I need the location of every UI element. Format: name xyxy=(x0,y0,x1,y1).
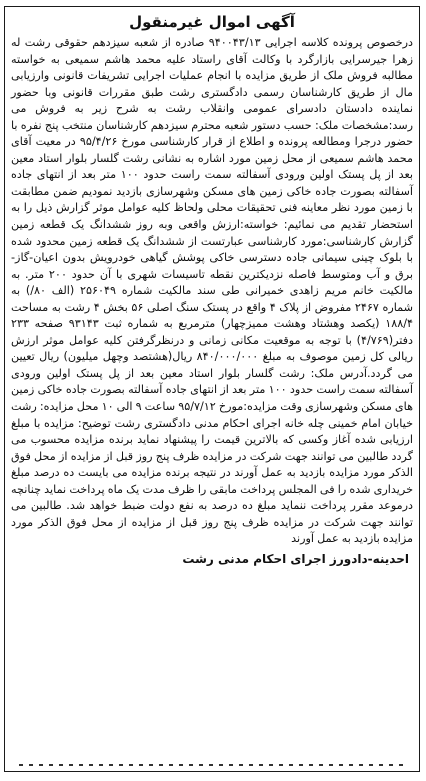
notice-frame xyxy=(4,6,420,772)
notice-title: آگهی اموال غیرمنقول xyxy=(129,13,295,31)
notice-signature: احدینه-دادورز اجرای احکام مدنی رشت xyxy=(182,551,409,566)
notice-body: درخصوص پرونده کلاسه اجرایی ۹۴۰۰۴۳/۱۳ صادره از شعبه سیزدهم حقوقی رشت له زهرا جیرسرایی بازارگرد با وکالت آقای راستاد علیه محمد هاشم سمیعی به خواسته مطالبه فروش ملک از طریق مزایده با انجام عملیات اجرایی تشریفات قانونی وارزیابی مال از طریق کارشناسان رسمی دادگستری رشت طبق مقررات قانونی وبا حضور نماینده دادستان دادسرای عمومی وانقلاب رشت به شرح زیر به فروش می رسد:مشخصات ملک: حسب دستور شعبه محترم سیزدهم کارشناسان منتخب پنج نفره با حضور درجرا ومطالعه پرونده و اطلاع از قرار کارشناسی مورخ ۹۵/۴/۲۶ در معیت آقای محمد هاشم سمیعی از محل زمین مورد اشاره به نشانی رشت گلسار بلوار استاد معین بعد از پل پستک اولین ورودی آسفالته سمت راست حدود ۱۰۰ متر بعد از انتهای جاده آسفالته بصورت جاده خاکی زمین های مسکن وشهرسازی بازدید نمودیم ضمن مطابقت با زمین مورد نظر معاینه فنی تحقیقات محلی ولحاظ کلیه عوامل موثر گزارش ذیل را به استحضار تقدیم می نمائیم: خواسته:ارزش واقعی وبه روز ششدانگ یک قطعه زمین گزارش کارشناسی:مورد کارشناسی عبارتست از ششدانگ یک قطعه زمین محدود شده با بلوک چینی سیمانی جاده دسترسی خاکی پوشش گیاهی خودرویش بدون اعیان-گاز-برق و آب ومتوسط فاصله نزدیکترین نقطه تاسیسات شهری با آن حدود ۲۰۰ متر. به مالکیت خانم مریم زاهدی خمیرانی طی سند مالکیت شماره ۲۵۶۰۴۹ (الف ۸۰/) به شماره ۲۴۶۷ مفروض از پلاک ۴ واقع در پستک سنگ اصلی ۵۶ بخش ۴ رشت به مساحت ۱۸۸/۴ (یکصد وهشتاد وهشت ممیزچهار) مترمربع به شماره ثبت ۹۳۱۴۳ صفحه ۲۳۳ دفتر(۴/۷۶۹) با توجه به موقعیت مکانی زمانی و درنظرگرفتن کلیه عوامل موثر ارزش ریالی کل زمین موصوف به مبلغ ۸۴۰/۰۰۰/۰۰۰ ریال(هشتصد وچهل میلیون) ریال تعیین می گردد.آدرس ملک: رشت گلسار بلوار استاد معین بعد از پل پستک اولین ورودی آسفالته سمت راست حدود ۱۰۰ متر بعد از انتهای جاده آسفالته بصورت جاده خاکی زمین های مسکن وشهرسازی وقت مزایده:مورخ ۹۵/۷/۱۲ ساعت ۹ الی ۱۰ محل مزایده: رشت خیابان امام خمینی چله خانه اجرای احکام مدنی دادگستری رشت توضیح: مزایده با مبلغ ارزیابی شده آغاز وکسی که بالاترین قیمت را پیشنهاد نماید برنده مزایده محسوب می گردد طالبین می توانند جهت شرکت در مزایده ظرف پنج روز قبل از مزایده از محل فوق الذکر مورد مزایده بازدید به عمل آورند در نتیجه برنده مزایده می بایست ده درصد مبلغ خریداری شده را فی المجلس پرداخت مابقی را ظرف مدت یک ماه پرداخت نماید چنانچه درموعد مقرر پرداخت ننماید مبلغ ده درصد به نفع دولت ضبط خواهد شد. طالبین می توانند جهت شرکت در مزایده ظرف پنج روز قبل از مزایده از محل فوق الذکر مورد مزایده بازدید به عمل آورند xyxy=(11,36,414,546)
dotted-divider xyxy=(19,762,405,768)
